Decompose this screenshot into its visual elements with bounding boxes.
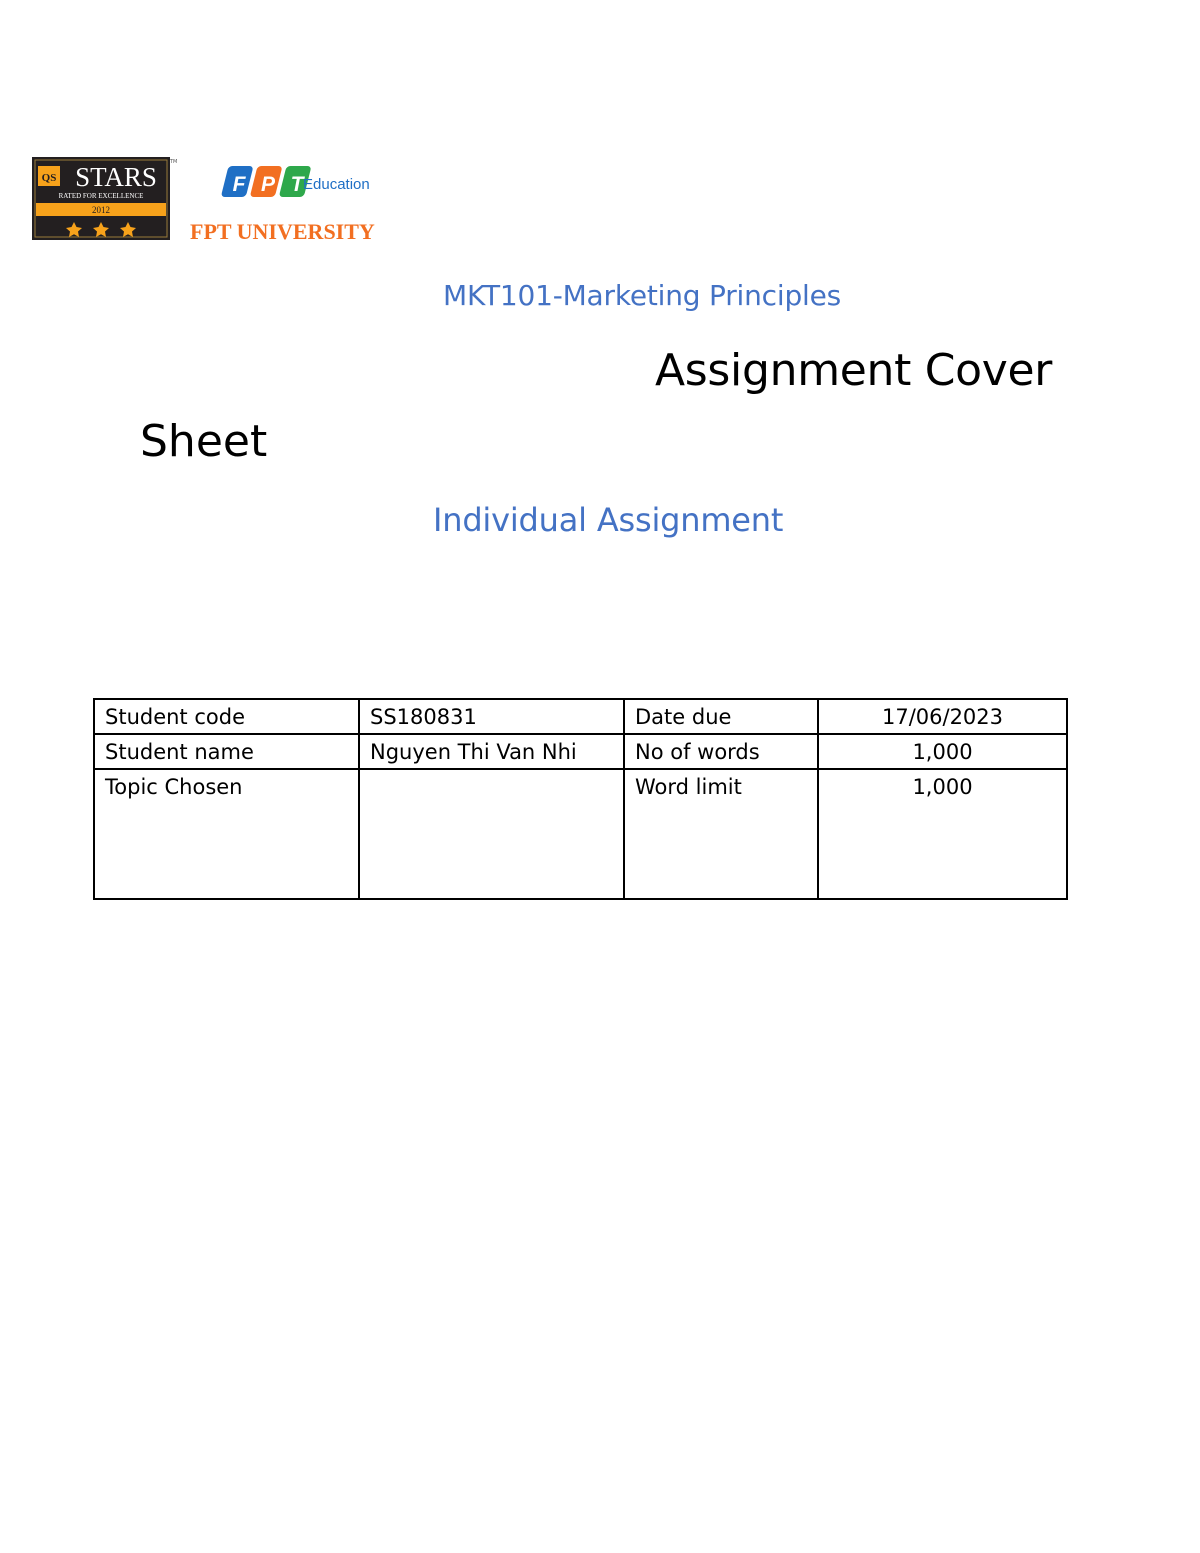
fpt-university-text: FPT UNIVERSITY (190, 219, 375, 244)
student-code-label: Student code (94, 699, 359, 734)
qs-stars-text: STARS (75, 162, 157, 192)
cover-sheet-title-continued: Sheet (140, 416, 268, 467)
word-count-label: No of words (624, 734, 818, 769)
fpt-letter-f: F (232, 173, 246, 196)
student-code-value: SS180831 (359, 699, 624, 734)
qs-rated-text: RATED FOR EXCELLENCE (58, 192, 144, 200)
word-limit-label: Word limit (624, 769, 818, 899)
fpt-education-text: Education (303, 176, 370, 193)
qs-year-text: 2012 (92, 205, 110, 215)
word-count-value: 1,000 (818, 734, 1067, 769)
date-due-value: 17/06/2023 (818, 699, 1067, 734)
fpt-university-logo (188, 152, 408, 247)
assignment-type-heading: Individual Assignment (433, 501, 784, 539)
student-name-label: Student name (94, 734, 359, 769)
topic-chosen-value (359, 769, 624, 899)
date-due-label: Date due (624, 699, 818, 734)
table-row (94, 734, 1067, 769)
course-title: MKT101-Marketing Principles (443, 279, 842, 312)
word-limit-value: 1,000 (818, 769, 1067, 899)
svg-text:TM: TM (170, 159, 178, 165)
cover-sheet-title: Assignment Cover (655, 345, 1053, 396)
qs-stars-logo (32, 157, 178, 240)
table-row (94, 699, 1067, 734)
student-info-table (93, 698, 1068, 900)
student-name-value: Nguyen Thi Van Nhi (359, 734, 624, 769)
table-row (94, 769, 1067, 899)
topic-chosen-label: Topic Chosen (94, 769, 359, 899)
qs-badge-text: QS (41, 172, 57, 184)
fpt-letter-p: P (260, 173, 276, 196)
fpt-letter-t: T (290, 173, 304, 196)
